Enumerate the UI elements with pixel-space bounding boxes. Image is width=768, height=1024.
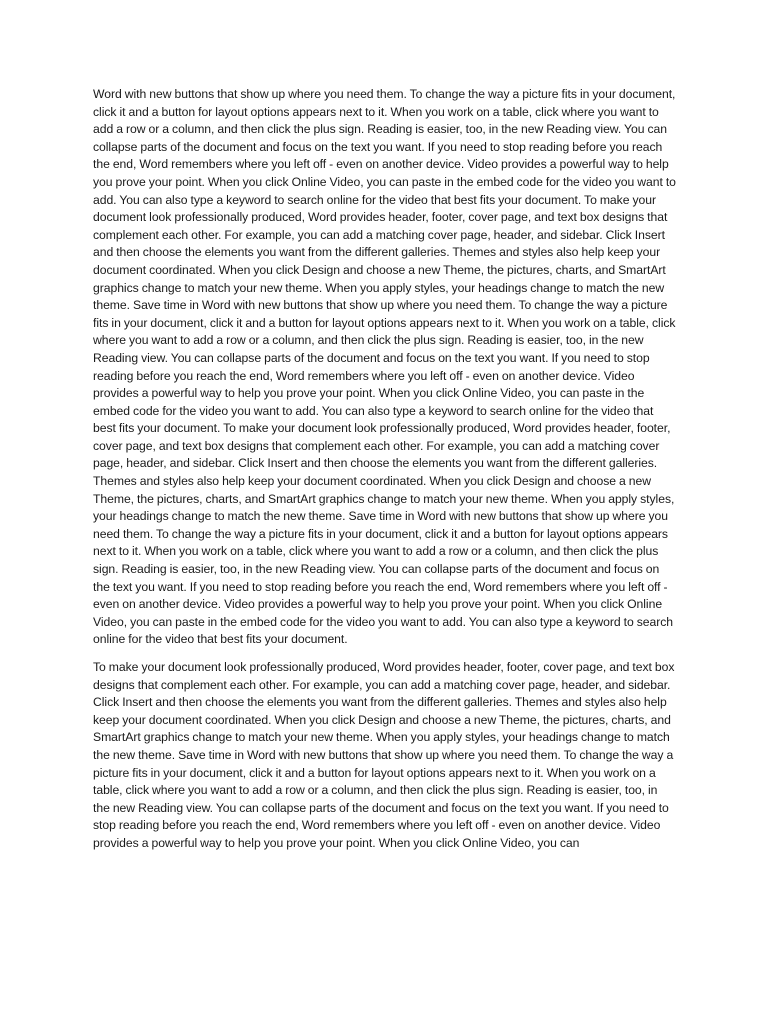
paragraph-1: Word with new buttons that show up where you need them. To change the way a picture fits in your document, click it and a button for layout options appears next to it. When you work on a table, click where you want to add a row or a column, and then click the plus sign. Reading is easier, too, in the new Reading view. You can collapse parts of the document and focus on the text you want. If you need to stop reading before you reach the end, Word remembers where you left off - even on another device. Video provides a powerful way to help you prove your point. When you click Online Video, you can paste in the embed code for the video you want to add. You can also type a keyword to search online for the video that best fits your document. To make your document look professionally produced, Word provides header, footer, cover page, and text box designs that complement each other. For example, you can add a matching cover page, header, and sidebar. Click Insert and then choose the elements you want from the different galleries. Themes and styles also help keep your document coordinated. When you click Design and choose a new Theme, the pictures, charts, and SmartArt graphics change to match your new theme. When you apply styles, your headings change to match the new theme. Save time in Word with new buttons that show up where you need them. To change the way a picture fits in your document, click it and a button for layout options appears next to it. When you work on a table, click where you want to add a row or a column, and then click the plus sign. Reading is easier, too, in the new Reading view. You can collapse parts of the document and focus on the text you want. If you need to stop reading before you reach the end, Word remembers where you left off - even on another device. Video provides a powerful way to help you prove your point. When you click Online Video, you can paste in the embed code for the video you want to add. You can also type a keyword to search online for the video that best fits your document. To make your document look professionally produced, Word provides header, footer, cover page, and text box designs that complement each other. For example, you can add a matching cover page, header, and sidebar. Click Insert and then choose the elements you want from the different galleries. Themes and styles also help keep your document coordinated. When you click Design and choose a new Theme, the pictures, charts, and SmartArt graphics change to match your new theme. When you apply styles, your headings change to match the new theme. Save time in Word with new buttons that show up where you need them. To change the way a picture fits in your document, click it and a button for layout options appears next to it. When you work on a table, click where you want to add a row or a column, and then click the plus sign. Reading is easier, too, in the new Reading view. You can collapse parts of the document and focus on the text you want. If you need to stop reading before you reach the end, Word remembers where you left off - even on another device. Video provides a powerful way to help you prove your point. When you click Online Video, you can paste in the embed code for the video you want to add. You can also type a keyword to search online for the video that best fits your document. (93, 87, 676, 647)
document-body (93, 86, 677, 863)
paragraph-2: To make your document look professionally produced, Word provides header, footer, cover page, and text box designs that complement each other. For example, you can add a matching cover page, header, and sidebar. Click Insert and then choose the elements you want from the different galleries. Themes and styles also help keep your document coordinated. When you click Design and choose a new Theme, the pictures, charts, and SmartArt graphics change to match your new theme. When you apply styles, your headings change to match the new theme. Save time in Word with new buttons that show up where you need them. To change the way a picture fits in your document, click it and a button for layout options appears next to it. When you work on a table, click where you want to add a row or a column, and then click the plus sign. Reading is easier, too, in the new Reading view. You can collapse parts of the document and focus on the text you want. If you need to stop reading before you reach the end, Word remembers where you left off - even on another device. Video provides a powerful way to help you prove your point. When you click Online Video, you can (93, 660, 675, 850)
